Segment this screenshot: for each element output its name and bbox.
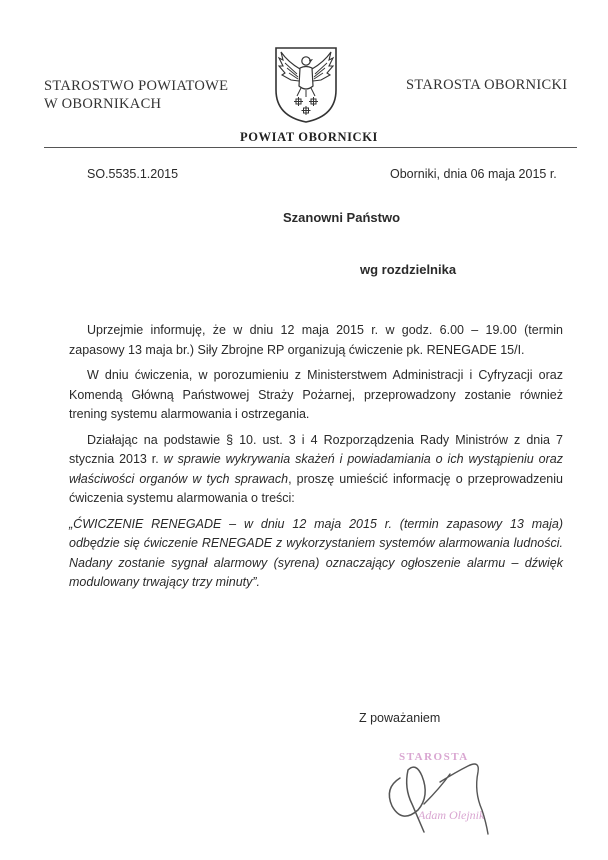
greeting: Szanowni Państwo bbox=[283, 210, 401, 225]
regulation-title: w sprawie wykrywania skażeń i powiadamiania o ich wystąpieniu oraz właściwości organów w tych sprawach bbox=[69, 452, 563, 486]
stamp-name: Adam Olejnik bbox=[418, 808, 485, 822]
eagle-coat-of-arms-icon bbox=[273, 46, 339, 124]
recipient: wg rozdzielnika bbox=[360, 262, 457, 277]
starosta-title: STAROSTA OBORNICKI bbox=[406, 77, 568, 93]
stamp-title: STAROSTA bbox=[399, 751, 469, 763]
county-name: POWIAT OBORNICKI bbox=[240, 130, 378, 144]
handwritten-signature-icon bbox=[378, 748, 498, 838]
reference-number: SO.5535.1.2015 bbox=[87, 167, 179, 181]
closing: Z poważaniem bbox=[359, 711, 441, 725]
letter-date: Oborniki, dnia 06 maja 2015 r. bbox=[390, 167, 557, 181]
paragraph-3-intro: Działając na podstawie § 10. ust. 3 i 4 Rozporządzenia Rady Ministrów z dnia 7 stycznia 2013 r. bbox=[69, 432, 563, 466]
paragraph-3 bbox=[69, 431, 563, 509]
announcement-quote: „ĆWICZENIE RENEGADE – w dniu 12 maja 2015 r. (termin zapasowy 13 maja) odbędzie się ćwiczenie RENEGADE z wykorzystaniem systemów alarmowania ludności. Nadany zostanie sygnał alarmowy (syrena) oznaczający ogłoszenie alarmu – dźwięk modulowany trwający trzy minuty”. bbox=[69, 516, 563, 589]
office-name-line1: STAROSTWO POWIATOWE bbox=[44, 78, 229, 94]
paragraph-2: W dniu ćwiczenia, w porozumieniu z Ministerstwem Administracji i Cyfryzacji oraz Komendą Główną Państwowej Straży Pożarnej, przeprowadzony zostanie również trening systemu alarmowania i ostrzegania. bbox=[69, 368, 563, 421]
paragraph-3-request: , proszę umieścić informację o przeprowadzeniu ćwiczenia systemu alarmowania o treści: bbox=[69, 471, 563, 505]
office-name-line2: W OBORNIKACH bbox=[44, 96, 162, 112]
office-name bbox=[44, 77, 228, 113]
paragraph-1: Uprzejmie informuję, że w dniu 12 maja 2015 r. w godz. 6.00 – 19.00 (termin zapasowy 13 maja br.) Siły Zbrojne RP organizują ćwiczenie pk. RENEGADE 15/I. bbox=[69, 323, 563, 357]
letter-body bbox=[69, 321, 563, 599]
header-divider bbox=[44, 147, 577, 148]
